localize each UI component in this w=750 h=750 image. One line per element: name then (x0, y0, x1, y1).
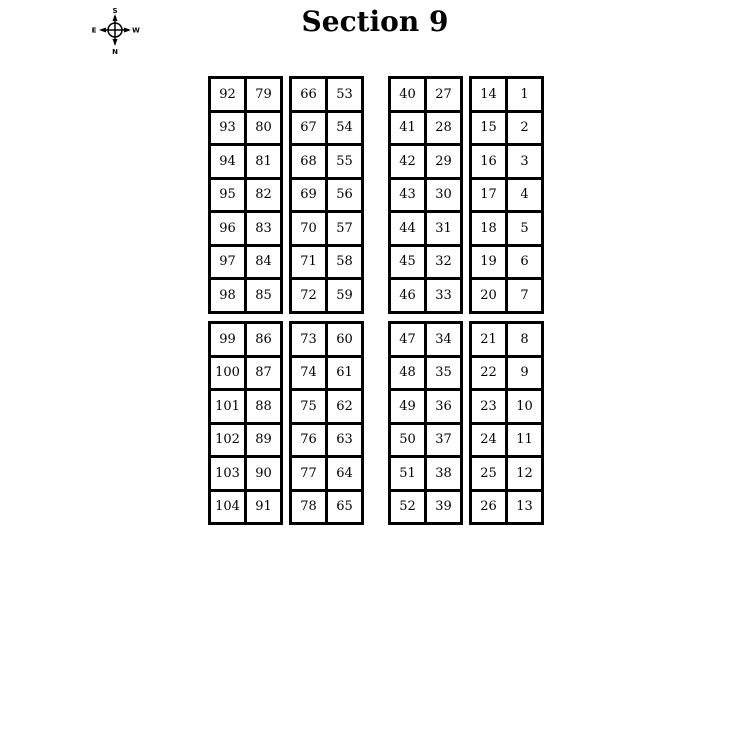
lot-block-4 (469, 76, 544, 314)
lot-cell[interactable]: 60 (325, 321, 364, 358)
lot-cell[interactable]: 46 (388, 277, 427, 314)
lot-cell[interactable]: 69 (289, 177, 328, 214)
lot-cell[interactable]: 20 (469, 277, 508, 314)
lot-cell[interactable]: 80 (244, 110, 283, 147)
lot-cell[interactable]: 33 (424, 277, 463, 314)
lot-cell[interactable]: 49 (388, 388, 427, 425)
lot-cell[interactable]: 29 (424, 143, 463, 180)
lot-cell[interactable]: 2 (505, 110, 544, 147)
compass-left-label: E (91, 26, 97, 35)
lot-cell[interactable]: 12 (505, 455, 544, 492)
lot-cell[interactable]: 63 (325, 422, 364, 459)
lot-cell[interactable]: 13 (505, 489, 544, 526)
lot-cell[interactable]: 89 (244, 422, 283, 459)
lot-cell[interactable]: 77 (289, 455, 328, 492)
lot-cell[interactable]: 16 (469, 143, 508, 180)
lot-cell[interactable]: 65 (325, 489, 364, 526)
lot-cell[interactable]: 22 (469, 355, 508, 392)
lot-cell[interactable]: 4 (505, 177, 544, 214)
lot-cell[interactable]: 72 (289, 277, 328, 314)
lot-cell[interactable]: 103 (208, 455, 247, 492)
lot-cell[interactable]: 21 (469, 321, 508, 358)
compass-rose-icon (86, 4, 146, 54)
lot-block-2 (289, 76, 364, 314)
lot-cell[interactable]: 47 (388, 321, 427, 358)
lot-block-6 (289, 321, 364, 525)
lot-cell[interactable]: 54 (325, 110, 364, 147)
lot-cell[interactable]: 74 (289, 355, 328, 392)
lot-cell[interactable]: 91 (244, 489, 283, 526)
lot-cell[interactable]: 51 (388, 455, 427, 492)
lot-cell[interactable]: 52 (388, 489, 427, 526)
lot-cell[interactable]: 82 (244, 177, 283, 214)
lot-cell[interactable]: 71 (289, 244, 328, 281)
lot-cell[interactable]: 59 (325, 277, 364, 314)
lot-cell[interactable]: 94 (208, 143, 247, 180)
lot-cell[interactable]: 102 (208, 422, 247, 459)
lot-cell[interactable]: 53 (325, 76, 364, 113)
lot-cell[interactable]: 38 (424, 455, 463, 492)
lot-cell[interactable]: 58 (325, 244, 364, 281)
lot-cell[interactable]: 28 (424, 110, 463, 147)
lot-cell[interactable]: 31 (424, 210, 463, 247)
lot-cell[interactable]: 41 (388, 110, 427, 147)
lot-cell[interactable]: 24 (469, 422, 508, 459)
lot-cell[interactable]: 62 (325, 388, 364, 425)
lot-cell[interactable]: 61 (325, 355, 364, 392)
lot-cell[interactable]: 70 (289, 210, 328, 247)
lot-cell[interactable]: 64 (325, 455, 364, 492)
lot-cell[interactable]: 8 (505, 321, 544, 358)
lot-cell[interactable]: 98 (208, 277, 247, 314)
lot-cell[interactable]: 86 (244, 321, 283, 358)
lot-cell[interactable]: 36 (424, 388, 463, 425)
lot-cell[interactable]: 1 (505, 76, 544, 113)
lot-cell[interactable]: 57 (325, 210, 364, 247)
lot-cell[interactable]: 6 (505, 244, 544, 281)
lot-cell[interactable]: 27 (424, 76, 463, 113)
compass-bottom-label: N (112, 48, 118, 54)
lot-cell[interactable]: 88 (244, 388, 283, 425)
lot-cell[interactable]: 23 (469, 388, 508, 425)
lot-cell[interactable]: 11 (505, 422, 544, 459)
lot-cell[interactable]: 10 (505, 388, 544, 425)
lot-cell[interactable]: 15 (469, 110, 508, 147)
lot-block-3 (388, 76, 463, 314)
lot-cell[interactable]: 66 (289, 76, 328, 113)
lot-cell[interactable]: 42 (388, 143, 427, 180)
lot-cell[interactable]: 104 (208, 489, 247, 526)
lot-cell[interactable]: 67 (289, 110, 328, 147)
lot-cell[interactable]: 39 (424, 489, 463, 526)
lot-block-7 (388, 321, 463, 525)
lot-cell[interactable]: 37 (424, 422, 463, 459)
lot-cell[interactable]: 55 (325, 143, 364, 180)
lot-cell[interactable]: 90 (244, 455, 283, 492)
lot-cell[interactable]: 9 (505, 355, 544, 392)
lot-block-1 (208, 76, 283, 314)
lot-cell[interactable]: 83 (244, 210, 283, 247)
lot-cell[interactable]: 78 (289, 489, 328, 526)
compass-right-label: W (132, 26, 140, 35)
lot-cell[interactable]: 5 (505, 210, 544, 247)
lot-cell[interactable]: 56 (325, 177, 364, 214)
lot-cell[interactable]: 96 (208, 210, 247, 247)
lot-cell[interactable]: 97 (208, 244, 247, 281)
compass-top-label: S (112, 7, 118, 15)
lot-cell[interactable]: 81 (244, 143, 283, 180)
lot-cell[interactable]: 30 (424, 177, 463, 214)
lot-cell[interactable]: 43 (388, 177, 427, 214)
lot-cell[interactable]: 32 (424, 244, 463, 281)
lot-cell[interactable]: 99 (208, 321, 247, 358)
lot-cell[interactable]: 45 (388, 244, 427, 281)
lot-cell[interactable]: 26 (469, 489, 508, 526)
lot-cell[interactable]: 40 (388, 76, 427, 113)
lot-cell[interactable]: 34 (424, 321, 463, 358)
lot-cell[interactable]: 85 (244, 277, 283, 314)
lot-cell[interactable]: 79 (244, 76, 283, 113)
lot-cell[interactable]: 44 (388, 210, 427, 247)
lot-cell[interactable]: 50 (388, 422, 427, 459)
lot-cell[interactable]: 7 (505, 277, 544, 314)
lot-cell[interactable]: 84 (244, 244, 283, 281)
section-title: Section 9 (301, 5, 449, 38)
lot-cell[interactable]: 48 (388, 355, 427, 392)
lot-cell[interactable]: 87 (244, 355, 283, 392)
lot-cell[interactable]: 19 (469, 244, 508, 281)
lot-cell[interactable]: 100 (208, 355, 247, 392)
lot-cell[interactable]: 92 (208, 76, 247, 113)
lot-block-5 (208, 321, 283, 525)
lot-cell[interactable]: 93 (208, 110, 247, 147)
lot-cell[interactable]: 25 (469, 455, 508, 492)
lot-cell[interactable]: 18 (469, 210, 508, 247)
lot-cell[interactable]: 75 (289, 388, 328, 425)
lot-cell[interactable]: 76 (289, 422, 328, 459)
lot-cell[interactable]: 73 (289, 321, 328, 358)
lot-cell[interactable]: 17 (469, 177, 508, 214)
lot-cell[interactable]: 35 (424, 355, 463, 392)
lot-cell[interactable]: 101 (208, 388, 247, 425)
lot-cell[interactable]: 14 (469, 76, 508, 113)
lot-block-8 (469, 321, 544, 525)
lot-cell[interactable]: 68 (289, 143, 328, 180)
lot-cell[interactable]: 3 (505, 143, 544, 180)
lot-cell[interactable]: 95 (208, 177, 247, 214)
